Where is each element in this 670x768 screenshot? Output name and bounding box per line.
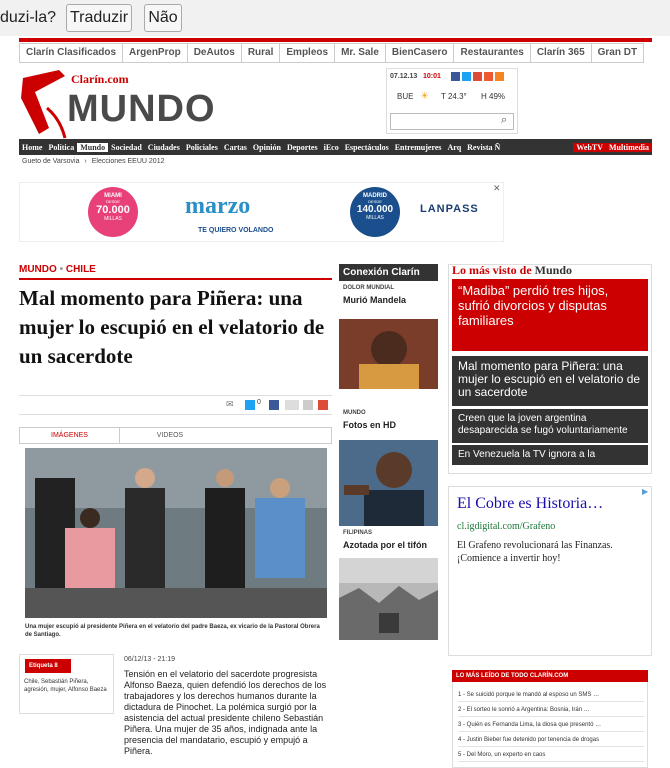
top-nav-item[interactable]: Empleos [279,43,334,63]
section-logo: MUNDO [67,88,216,130]
section-rule [19,278,332,280]
mas-leido-item[interactable]: 4 - Justin Bieber fue detenido por tenencia de drogas [458,733,644,747]
nav-item[interactable]: Cartas [223,142,247,152]
ad-tagline: TE QUIERO VOLANDO [198,227,274,234]
nav-webtv[interactable]: WebTV [573,143,606,152]
meta-box [386,68,518,134]
search-input[interactable] [390,113,514,130]
nav-item[interactable]: Policiales [185,142,218,152]
translate-button[interactable]: Traduzir [66,4,132,32]
conexion-item-label: DOLOR MUNDIAL [343,285,394,291]
conexion-item-title: Fotos en HD [343,420,396,430]
subsection-link[interactable]: CHILE [65,264,96,275]
nav-item[interactable]: Deportes [286,142,318,152]
cobre-text: El Grafeno revolucionará las Finanzas. ¡Comience a invertir hoy! [457,540,613,564]
conexion-item-title: Murió Mandela [343,295,407,305]
mas-leido-item[interactable]: 5 - Del Moro, un experto en caos [458,748,644,762]
nav-item[interactable]: Espectáculos [344,142,389,152]
facebook-icon[interactable] [451,72,460,81]
nav-item[interactable]: Sociedad [111,142,142,152]
conexion-header: Conexión Clarín [339,264,438,281]
obama-photo [339,440,438,526]
top-nav-item[interactable]: BienCasero [385,43,454,63]
mas-leido-item[interactable]: 3 - Quién es Fernanda Lima, la diosa que presentó … [458,718,644,732]
share-count: 0 [257,399,261,406]
top-nav-item[interactable]: Clarín 365 [530,43,591,63]
cobre-ad[interactable] [448,486,652,656]
tags-list[interactable]: Chile, Sebastián Piñera, agresión, mujer, Alfonso Baeza [24,679,107,693]
top-nav [19,43,652,63]
conexion-item[interactable] [339,410,438,530]
ad-promo: marzo [185,193,251,219]
top-nav-item[interactable]: Restaurantes [453,43,529,63]
ad-choices-icon[interactable]: ▶ [642,487,649,496]
cobre-title[interactable]: El Cobre es Historia… [457,495,604,512]
nav-item[interactable]: Opinión [252,142,281,152]
print-icon[interactable] [303,400,313,410]
sun-icon: ☀ [420,91,429,102]
nav-item[interactable]: Arq [447,142,462,152]
media-tabs [19,427,332,444]
article-date: 06/12/13 - 21:19 [124,656,175,663]
top-nav-item[interactable]: Clarín Clasificados [19,43,122,63]
youtube-icon[interactable] [484,72,493,81]
conexion-item-title: Azotada por el tifón [343,540,427,550]
top-nav-item[interactable]: ArgenProp [122,43,187,63]
nav-multimedia[interactable]: Multimedia [606,143,652,152]
twitter-share-icon[interactable] [245,400,255,410]
breadcrumb [22,158,164,165]
nav-item[interactable]: Ciudades [147,142,180,152]
mas-visto-item[interactable]: Mal momento para Piñera: una mujer lo escupió en el velatorio de un sacerdote [452,356,648,406]
tab-images[interactable]: IMÁGENES [20,428,120,443]
article-section: MUNDO • CHILE [19,264,96,275]
meta-temp: T 24.3° [441,92,467,101]
search-icon[interactable]: ⌕ [501,114,508,126]
nav-item[interactable]: Política [48,142,75,152]
nav-item[interactable]: Revista Ñ [467,142,501,152]
trumpet-icon [19,68,69,140]
googleplus-icon[interactable] [473,72,482,81]
page [0,36,670,768]
conexion-item[interactable] [339,281,438,376]
article-photo[interactable] [25,448,327,618]
mas-visto-item[interactable]: Creen que la joven argentina desaparecida se fugó voluntariamente [452,409,648,443]
more-share-icon[interactable] [285,400,299,410]
mas-leido-item[interactable]: 1 - Se suicidó porque le mandó al esposo un SMS … [458,688,644,702]
typhoon-photo [339,558,438,640]
nav-item-active[interactable]: Mundo [77,143,108,152]
photo-caption: Una mujer escupió al presidente Piñera en el velatorio del padre Baeza, ex vicario de la Pastoral Obrera de Santiago. [25,624,320,638]
meta-humidity: H 49% [481,92,506,101]
tags-label: Etiqueta 8 [25,659,71,673]
main-nav [19,139,652,155]
meta-city: BUE [397,92,414,101]
conexion-item-label: FILIPINAS [343,530,373,536]
mail-icon[interactable]: ✉ [226,399,234,409]
tab-videos[interactable]: VIDEOS [156,432,184,439]
breadcrumb-item[interactable]: Elecciones EEUU 2012 [91,158,165,165]
article-title: Mal momento para Piñera: una mujer lo escupió en el velatorio de un sacerdote [19,286,325,368]
top-red-line [19,38,652,42]
translate-bar [0,0,670,36]
ad-madrid-badge: MADRID DESDE 140.000 MILLAS [350,187,400,237]
mas-leido-header: LO MÁS LEÍDO DE TODO CLARÍN.COM [452,670,648,682]
conexion-item-label: MUNDO [343,410,366,416]
facebook-share-icon[interactable] [269,400,279,410]
brand-name: Clarín.com [71,72,129,86]
share-row [19,395,332,415]
clarin-logo[interactable] [19,68,249,140]
mas-leido-item[interactable]: 2 - El sorteo le sonrió a Argentina: Bosnia, Irán … [458,703,644,717]
top-nav-item[interactable]: Gran DT [591,43,644,63]
mandela-photo [339,319,438,389]
ad-brand: LANPASS [420,203,479,215]
ad-miami-badge: MIAMI DESDE 70.000 MILLAS [88,187,138,237]
photo-illustration [25,448,327,618]
translate-question: duzi-la? [0,9,57,26]
rss-icon[interactable] [495,72,504,81]
googleplus-share-icon[interactable] [318,400,328,410]
top-nav-item[interactable]: Rural [241,43,280,63]
twitter-icon[interactable] [462,72,471,81]
conexion-item[interactable] [339,530,438,640]
top-nav-item[interactable]: DeAutos [187,43,241,63]
lanpass-ad[interactable] [19,182,504,242]
section-link[interactable]: MUNDO [19,264,57,275]
article-body: Tensión en el velatorio del sacerdote progresista Alfonso Baeza, quien defendió los derechos de los trabajadores y los derechos humanos durante la dictadura de Pinochet. La polémica surgió por la asistencia del actual presidente chileno Sebastián Piñera. Una mujer de 35 años, indignada ante la presencia del mandatario, escupió y empujó a Piñera. [124,669,327,756]
breadcrumb-sep: › [84,158,87,165]
mas-visto-title: Lo más visto de Mundo [452,263,573,277]
mas-visto-item[interactable]: “Madiba” perdió tres hijos, sufrió divorcios y disputas familiares [452,279,648,351]
cobre-url[interactable]: cl.igdigital.com/Grafeno [457,521,556,532]
nav-item[interactable]: iEco [323,142,339,152]
nav-item[interactable]: Entremujeres [394,142,442,152]
nav-item[interactable]: Home [22,142,43,152]
mas-visto-item[interactable]: En Venezuela la TV ignora a la [452,445,648,465]
meta-time: 10:01 [423,73,441,80]
no-translate-button[interactable]: Não [144,4,182,32]
close-icon[interactable]: ✕ [493,183,501,193]
meta-date: 07.12.13 [390,73,418,80]
top-nav-item[interactable]: Mr. Sale [334,43,385,63]
breadcrumb-item[interactable]: Gueto de Varsovia [22,158,80,165]
